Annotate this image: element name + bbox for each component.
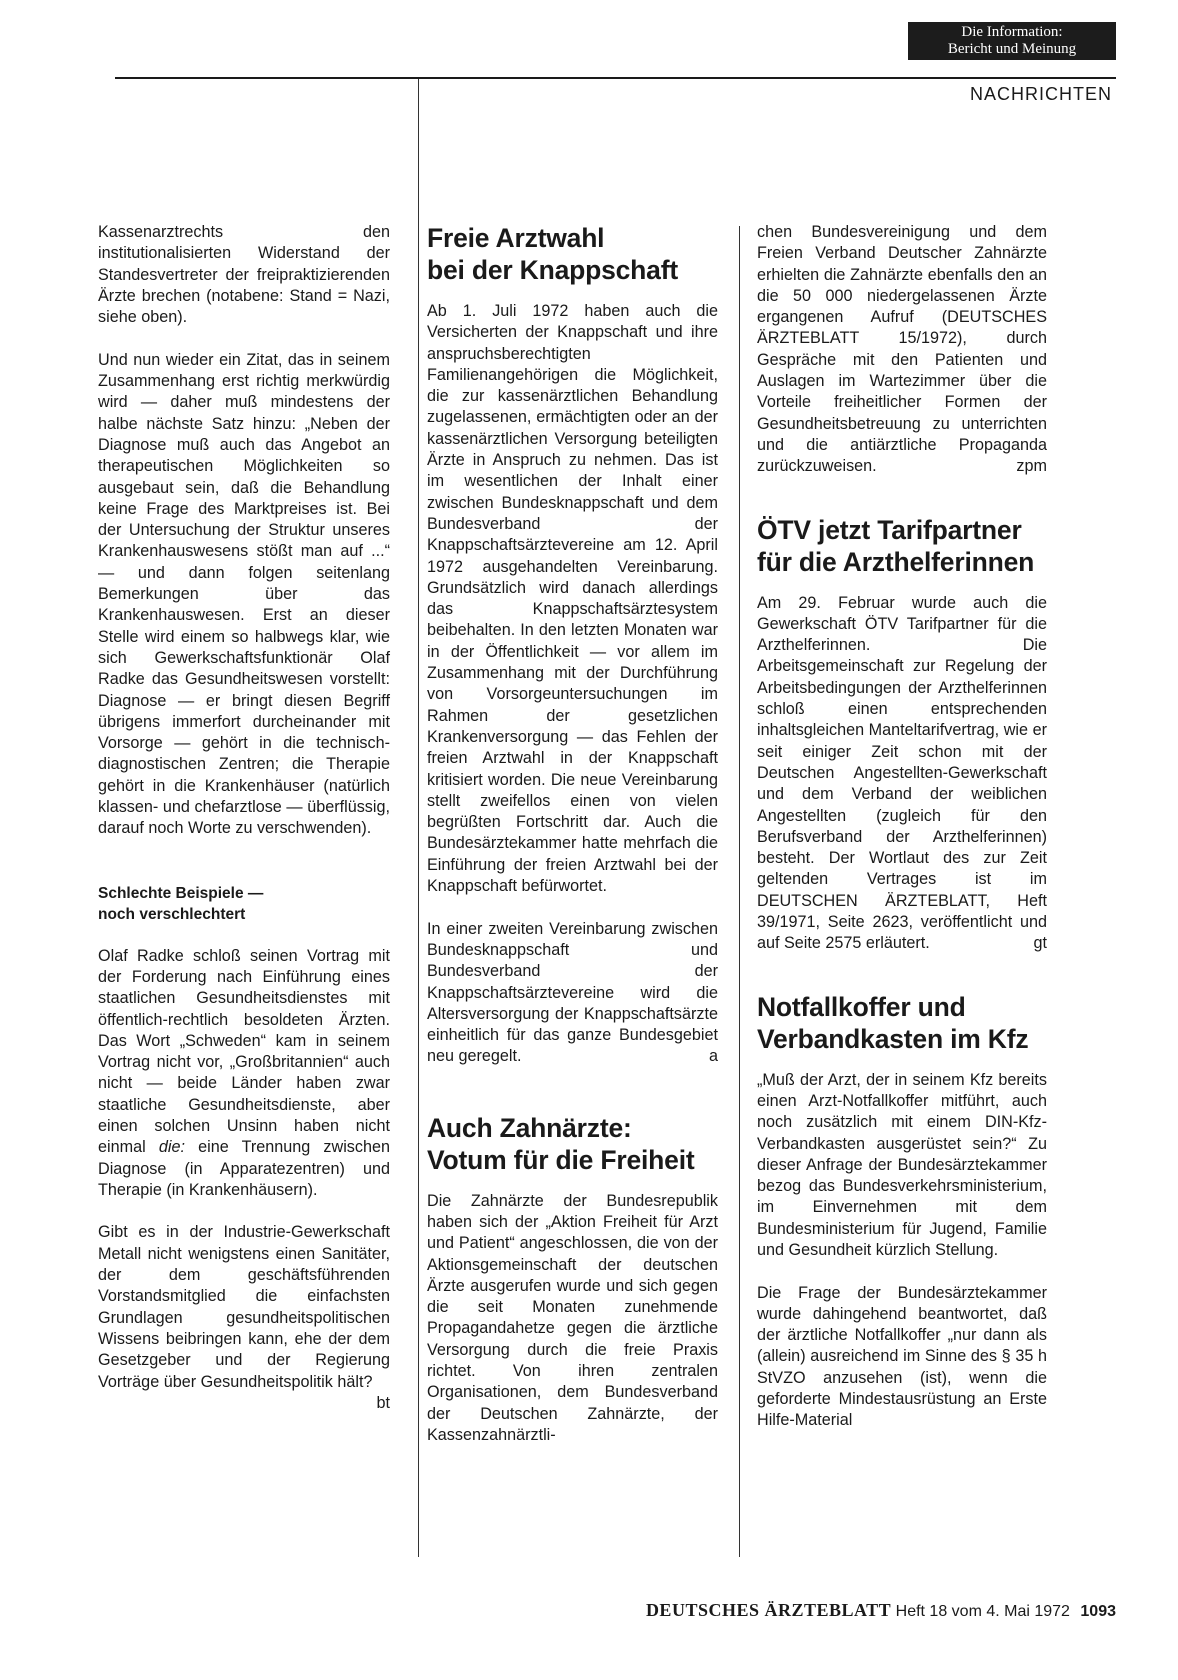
headline-oetv-line1: ÖTV jetzt Tarifpartner xyxy=(757,514,1022,545)
art1-p2-text: In einer zweiten Vereinbarung zwischen Bundesknappschaft und Bundesverband der Knappschaftsärztevereine wird die Altersversorgung der Knappschaftsärzte einheitlich für das ganze Bundesgebiet neu geregelt. xyxy=(427,919,718,1066)
art2-paragraph-1: Die Zahnärzte der Bundesrepublik haben sich der „Aktion Freiheit für Arzt und Patient“ angeschlossen, die von der Aktionsgemeinschaft der deutschen Ärzte ausgerufen wurde und sich gegen die seit Monaten zunehmende Propagandahetze gegen die ärztliche Versorgung durch die freie Praxis richtet. Von ihren zentralen Organisationen, dem Bundesverband der Deutschen Zahnärzte, der Kassenzahnärztli- xyxy=(427,1191,718,1444)
header-rule xyxy=(115,77,1116,79)
headline-notfallkoffer-line2: Verbandkasten im Kfz xyxy=(757,1023,1029,1054)
section-tag-line1: Die Information: xyxy=(961,24,1063,40)
column-rule-right xyxy=(739,226,740,1557)
headline-zahnaerzte xyxy=(427,1112,718,1176)
headline-zahnaerzte-line2: Votum für die Freiheit xyxy=(427,1144,695,1175)
column-2 xyxy=(427,222,718,1446)
art2-continuation xyxy=(757,222,1047,478)
headline-oetv-line2: für die Arzthelferinnen xyxy=(757,546,1035,577)
headline-freie-arztwahl-line1: Freie Arztwahl xyxy=(427,223,605,253)
author-signature-bt: bt xyxy=(376,1393,390,1412)
headline-zahnaerzte-line1: Auch Zahnärzte: xyxy=(427,1112,632,1143)
author-signature-a: a xyxy=(708,1047,718,1066)
headline-oetv xyxy=(757,514,1047,578)
section-tag-line2: Bericht und Meinung xyxy=(947,41,1077,57)
art3-p1-text: Am 29. Februar wurde auch die Gewerkschaft ÖTV Tarifpartner für die Arzthelferinnen. Die Arbeitsgemeinschaft zur Regelung der Arbeitsbedingungen der Arzthelferinnen schloß einen entsprechenden inhaltsgleichen Manteltarifvertrag, wie er seit einiger Zeit schon mit der Deutschen Angestellten-Gewerkschaft und dem Verband der weiblichen Angestellten (zugleich für den Berufsverband der Arzthelferinnen) besteht. Der Wortlaut des zur Zeit geltenden Vertrages ist im DEUTSCHEN ÄRZTEBLATT, Heft 39/1971, Seite 2623, veröffentlicht und auf Seite 2575 erläutert. xyxy=(757,593,1047,953)
page-footer xyxy=(646,1600,1116,1621)
headline-freie-arztwahl xyxy=(427,222,718,286)
art1-paragraph-2 xyxy=(427,919,718,1068)
section-tag xyxy=(908,22,1116,60)
author-signature-gt: gt xyxy=(1033,934,1047,953)
column-rule-left xyxy=(418,79,419,1557)
column-3 xyxy=(757,222,1047,1432)
col1-p3-emphasis: die: xyxy=(158,1138,185,1157)
subheading-line2: noch verschlechtert xyxy=(98,905,246,923)
art1-paragraph-1: Ab 1. Juli 1972 haben auch die Versicherten der Knappschaft und ihre anspruchsberechtigten Familienangehörigen die Möglichkeit, die zur kassenärztlichen Behandlung zugelassenen, ermächtigten oder an der kassenärztlichen Versorgung beteiligten Ärzte in Anspruch zu nehmen. Das ist im wesentlichen der Inhalt einer zwischen Bundesknappschaft und dem Bundesverband der Knappschaftsärztevereine am 12. April 1972 ausgehandelten Vereinbarung. Grundsätzlich wird danach allerdings das Knappschaftsärztesystem beibehalten. In den letzten Monaten war in der Öffentlichkeit — vor allem im Zusammenhang mit der Durchführung von Vorsorgeuntersuchungen im Rahmen der gesetzlichen Krankenversorgung — das Fehlen der freien Arztwahl in der Knappschaft kritisiert worden. Die neue Vereinbarung stellt zweifellos einen von vielen begrüßten Fortschritt dar. Auch die Bundesärztekammer hatte mehrfach die Einführung der freien Arztwahl bei der Knappschaft befürwortet. xyxy=(427,302,718,896)
col1-paragraph-4 xyxy=(98,1222,390,1412)
col1-p3-part-b: eine Trennung zwischen Diagnose (in Apparatezentren) und Therapie (in Krankenhäusern). xyxy=(98,1138,390,1199)
author-signature-zpm: zpm xyxy=(1016,457,1047,476)
art3-paragraph-1 xyxy=(757,593,1047,955)
page-number: 1093 xyxy=(1080,1603,1116,1620)
rubric: NACHRICHTEN xyxy=(969,84,1112,104)
col1-p3-part-a: Olaf Radke schloß seinen Vortrag mit der Forderung nach Einführung eines staatlichen Gesundheitsdienstes mit öffentlich-rechtlich besoldeten Ärzten. Das Wort „Schweden“ kam in seinem Vortrag nicht vor, „Großbritannien“ auch nicht — beide Länder haben zwar staatliche Gesundheitsdienste, aber einen solchen Unsinn haben nicht einmal xyxy=(98,946,390,1157)
issue-info: Heft 18 vom 4. Mai 1972 xyxy=(895,1603,1070,1620)
subheading-line1: Schlechte Beispiele — xyxy=(98,884,264,902)
headline-freie-arztwahl-line2: bei der Knappschaft xyxy=(427,255,678,285)
col1-paragraph-3 xyxy=(98,946,390,1202)
subheading xyxy=(98,883,390,925)
headline-notfallkoffer-line1: Notfallkoffer und xyxy=(757,991,966,1022)
col1-paragraph-2: Und nun wieder ein Zitat, das in seinem Zusammenhang erst richtig merkwürdig wird — daher muß mindestens der halbe nächste Satz hinzu: „Neben der Diagnose muß auch das Angebot an therapeutischen Möglichkeiten so ausgebaut sein, daß die Behandlung keine Frage des Marktpreises ist. Bei der Untersuchung der Struktur unseres Krankenhauswesens stößt man auf ...“ — und dann folgen seitenlang Bemerkungen über das Krankenhauswesen. Erst an dieser Stelle wird einem so halbwegs klar, wie sich Gewerkschaftsfunktionär Olaf Radke das Gesundheitswesen vorstellt: Diagnose — er bringt diesen Begriff übrigens immerfort durcheinander mit Vorsorge — gehört in die technisch-diagnostischen Zentren; die Therapie gehört in die Krankenhäuser (natürlich klassen- und chefarztlose — überflüssig, darauf noch Worte zu verschwenden). xyxy=(98,350,390,838)
col1-paragraph-1: Kassenarztrechts den institutionalisierten Widerstand der Standesvertreter der freipraktizierenden Ärzte brechen (notabene: Stand = Nazi, siehe oben). xyxy=(98,223,390,327)
column-1 xyxy=(98,222,390,1414)
col1-p4-text: Gibt es in der Industrie-Gewerkschaft Metall nicht wenigstens einen Sanitäter, der dem geschäftsführenden Vorstandsmitglied die einfachsten Grundlagen gesundheitspolitischen Wissens beibringen kann, ehe der dem Gesetzgeber und der Regierung Vorträge über Gesundheitspolitik hält? xyxy=(98,1223,390,1391)
art2-continuation-text: chen Bundesvereinigung und dem Freien Verband Deutscher Zahnärzte erhielten die Zahnärzte ebenfalls den an die 50 000 niedergelassenen Ärzte ergangenen Aufruf (DEUTSCHES ÄRZTEBLATT 15/1972), durch Gespräche mit den Patienten und Auslagen im Wartezimmer über die Vorteile freiheitlicher Formen der Gesundheitsbetreuung zu unterrichten und die antiärztliche Propaganda zurückzuweisen. xyxy=(757,223,1047,476)
art4-paragraph-2: Die Frage der Bundesärztekammer wurde dahingehend beantwortet, daß der ärztliche Notfallkoffer „nur dann als (allein) ausreichend im Sinne des § 35 h StVZO anzusehen (ist), wenn die geforderte Mindestausrüstung an Erste Hilfe-Material xyxy=(757,1283,1047,1430)
art4-paragraph-1: „Muß der Arzt, der in seinem Kfz bereits einen Arzt-Notfallkoffer mitführt, auch noch zusätzlich mit einem DIN-Kfz-Verbandkasten ausgerüstet sein?“ Zu dieser Anfrage der Bundesärztekammer bezog das Bundesverkehrsministerium, im Einvernehmen mit dem Bundesministerium für Jugend, Familie und Gesundheit kürzlich Stellung. xyxy=(757,1070,1047,1259)
magazine-name: DEUTSCHES ÄRZTEBLATT xyxy=(645,1600,892,1620)
headline-notfallkoffer xyxy=(757,991,1047,1055)
